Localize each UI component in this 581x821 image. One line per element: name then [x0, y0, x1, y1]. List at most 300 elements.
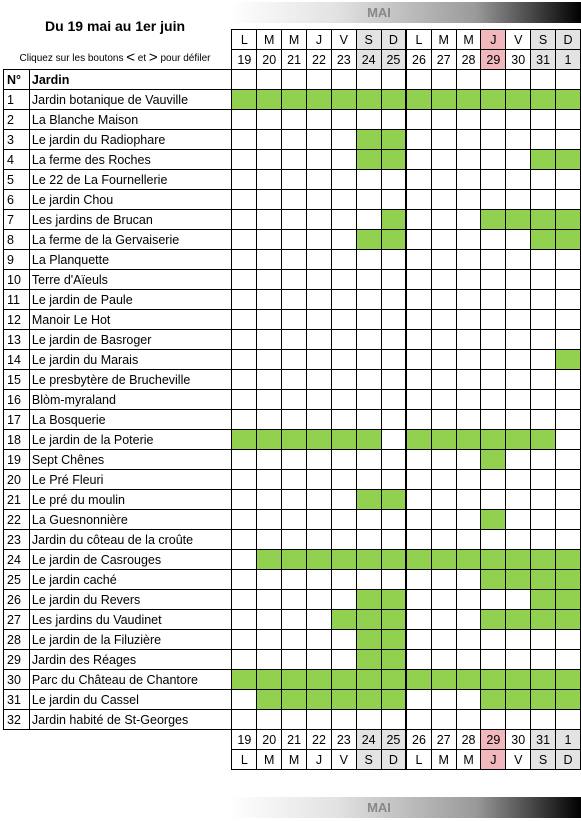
day-date-0: 19 [232, 50, 257, 70]
closed-day-cell [257, 210, 282, 230]
closed-day-cell [506, 130, 531, 150]
closed-day-cell [307, 510, 332, 530]
closed-day-cell [506, 350, 531, 370]
next-button[interactable]: > [148, 49, 158, 66]
garden-calendar-table [3, 29, 581, 770]
closed-day-cell [456, 590, 481, 610]
month-banner-top [229, 2, 581, 23]
closed-day-cell [282, 570, 307, 590]
table-row[interactable] [4, 650, 581, 670]
open-day-cell [381, 90, 406, 110]
closed-day-cell [331, 470, 356, 490]
closed-day-cell [431, 390, 456, 410]
closed-day-cell [381, 710, 406, 730]
closed-day-cell [406, 230, 431, 250]
closed-day-cell [257, 610, 282, 630]
open-day-cell [506, 430, 531, 450]
closed-day-cell [506, 370, 531, 390]
garden-number: 23 [4, 530, 30, 550]
closed-day-cell [381, 470, 406, 490]
closed-day-cell [456, 370, 481, 390]
closed-day-cell [431, 130, 456, 150]
closed-day-cell [506, 530, 531, 550]
table-row[interactable] [4, 510, 581, 530]
closed-day-cell [481, 630, 506, 650]
hint-text-1: Cliquez sur les boutons [19, 53, 127, 64]
closed-day-cell [406, 190, 431, 210]
closed-day-cell [307, 590, 332, 610]
day-date-8: 27 [431, 50, 456, 70]
closed-day-cell [531, 330, 556, 350]
table-row[interactable] [4, 410, 581, 430]
open-day-cell [282, 550, 307, 570]
day-letter-0: L [232, 750, 257, 770]
closed-day-cell [431, 610, 456, 630]
closed-day-cell [406, 610, 431, 630]
closed-day-cell [556, 650, 581, 670]
closed-day-cell [406, 650, 431, 670]
closed-day-cell [356, 510, 381, 530]
open-day-cell [381, 130, 406, 150]
table-row[interactable] [4, 370, 581, 390]
day-date-6: 25 [381, 730, 406, 750]
open-day-cell [431, 90, 456, 110]
closed-day-cell [431, 310, 456, 330]
open-day-cell [331, 550, 356, 570]
day-date-10: 29 [481, 50, 506, 70]
open-day-cell [556, 550, 581, 570]
date-row-bottom [4, 730, 581, 750]
closed-day-cell [406, 250, 431, 270]
closed-day-cell [356, 450, 381, 470]
header-day-cell [257, 70, 282, 90]
table-row[interactable] [4, 350, 581, 370]
day-date-2: 21 [282, 50, 307, 70]
closed-day-cell [456, 190, 481, 210]
table-row[interactable] [4, 230, 581, 250]
table-row[interactable] [4, 190, 581, 210]
closed-day-cell [307, 170, 332, 190]
table-row[interactable] [4, 450, 581, 470]
table-row[interactable] [4, 90, 581, 110]
column-header-row [4, 70, 581, 90]
column-header-num: N° [4, 70, 30, 90]
open-day-cell [531, 550, 556, 570]
closed-day-cell [232, 210, 257, 230]
closed-day-cell [331, 570, 356, 590]
day-date-8: 27 [431, 730, 456, 750]
closed-day-cell [331, 450, 356, 470]
day-letter-12: S [531, 30, 556, 50]
closed-day-cell [307, 630, 332, 650]
table-row[interactable] [4, 110, 581, 130]
table-row[interactable] [4, 530, 581, 550]
closed-day-cell [282, 530, 307, 550]
garden-name: Le 22 de La Fournellerie [29, 170, 232, 190]
open-day-cell [356, 230, 381, 250]
closed-day-cell [257, 230, 282, 250]
closed-day-cell [456, 490, 481, 510]
table-row[interactable] [4, 630, 581, 650]
closed-day-cell [406, 510, 431, 530]
closed-day-cell [356, 250, 381, 270]
garden-number: 11 [4, 290, 30, 310]
closed-day-cell [381, 510, 406, 530]
closed-day-cell [381, 410, 406, 430]
day-date-2: 21 [282, 730, 307, 750]
garden-name: Le jardin du Revers [29, 590, 232, 610]
open-day-cell [556, 150, 581, 170]
day-date-13: 1 [556, 50, 581, 70]
closed-day-cell [282, 630, 307, 650]
garden-number: 21 [4, 490, 30, 510]
garden-number: 28 [4, 630, 30, 650]
open-day-cell [531, 610, 556, 630]
closed-day-cell [356, 330, 381, 350]
closed-day-cell [406, 590, 431, 610]
garden-name: Sept Chênes [29, 450, 232, 470]
closed-day-cell [556, 270, 581, 290]
closed-day-cell [481, 530, 506, 550]
closed-day-cell [406, 210, 431, 230]
closed-day-cell [456, 570, 481, 590]
open-day-cell [282, 690, 307, 710]
garden-name: Blòm-myraland [29, 390, 232, 410]
closed-day-cell [257, 130, 282, 150]
day-date-7: 26 [406, 730, 431, 750]
open-day-cell [481, 550, 506, 570]
open-day-cell [356, 90, 381, 110]
closed-day-cell [257, 110, 282, 130]
table-row[interactable] [4, 170, 581, 190]
closed-day-cell [406, 530, 431, 550]
prev-button[interactable]: < [126, 49, 135, 66]
closed-day-cell [456, 450, 481, 470]
day-date-10: 29 [481, 730, 506, 750]
closed-day-cell [556, 110, 581, 130]
closed-day-cell [307, 310, 332, 330]
garden-number: 25 [4, 570, 30, 590]
garden-number: 16 [4, 390, 30, 410]
closed-day-cell [356, 710, 381, 730]
garden-number: 1 [4, 90, 30, 110]
closed-day-cell [331, 330, 356, 350]
closed-day-cell [531, 530, 556, 550]
column-header-name: Jardin [29, 70, 232, 90]
table-row[interactable] [4, 150, 581, 170]
garden-name: Le jardin de Paule [29, 290, 232, 310]
closed-day-cell [481, 150, 506, 170]
closed-day-cell [381, 390, 406, 410]
closed-day-cell [356, 210, 381, 230]
closed-day-cell [531, 170, 556, 190]
open-day-cell [331, 610, 356, 630]
closed-day-cell [307, 150, 332, 170]
open-day-cell [481, 90, 506, 110]
open-day-cell [506, 670, 531, 690]
garden-number: 19 [4, 450, 30, 470]
open-day-cell [531, 430, 556, 450]
closed-day-cell [331, 710, 356, 730]
header-day-cell [406, 70, 431, 90]
closed-day-cell [506, 230, 531, 250]
closed-day-cell [481, 190, 506, 210]
closed-day-cell [331, 110, 356, 130]
closed-day-cell [307, 130, 332, 150]
closed-day-cell [381, 370, 406, 390]
closed-day-cell [307, 210, 332, 230]
open-day-cell [506, 610, 531, 630]
open-day-cell [356, 630, 381, 650]
closed-day-cell [556, 250, 581, 270]
closed-day-cell [556, 190, 581, 210]
open-day-cell [356, 690, 381, 710]
garden-number: 18 [4, 430, 30, 450]
closed-day-cell [506, 630, 531, 650]
closed-day-cell [531, 630, 556, 650]
closed-day-cell [531, 270, 556, 290]
closed-day-cell [556, 130, 581, 150]
table-row[interactable] [4, 670, 581, 690]
table-row[interactable] [4, 330, 581, 350]
date-row-top-spacer [4, 50, 232, 70]
table-row[interactable] [4, 490, 581, 510]
closed-day-cell [232, 490, 257, 510]
closed-day-cell [481, 470, 506, 490]
garden-name: Le jardin du Radiophare [29, 130, 232, 150]
closed-day-cell [307, 610, 332, 630]
table-row[interactable] [4, 310, 581, 330]
closed-day-cell [356, 310, 381, 330]
day-letter-11: V [506, 30, 531, 50]
closed-day-cell [506, 170, 531, 190]
closed-day-cell [556, 450, 581, 470]
day-letter-13: D [556, 750, 581, 770]
table-row[interactable] [4, 550, 581, 570]
closed-day-cell [506, 310, 531, 330]
open-day-cell [282, 670, 307, 690]
closed-day-cell [431, 450, 456, 470]
date-row-bottom-spacer [4, 730, 232, 750]
closed-day-cell [431, 110, 456, 130]
garden-name: Parc du Château de Chantore [29, 670, 232, 690]
closed-day-cell [431, 690, 456, 710]
closed-day-cell [356, 390, 381, 410]
closed-day-cell [481, 170, 506, 190]
open-day-cell [307, 430, 332, 450]
garden-number: 3 [4, 130, 30, 150]
closed-day-cell [456, 130, 481, 150]
closed-day-cell [331, 390, 356, 410]
closed-day-cell [257, 450, 282, 470]
table-row[interactable] [4, 250, 581, 270]
closed-day-cell [531, 350, 556, 370]
closed-day-cell [456, 350, 481, 370]
closed-day-cell [232, 550, 257, 570]
closed-day-cell [506, 110, 531, 130]
garden-name: Le Pré Fleuri [29, 470, 232, 490]
closed-day-cell [307, 330, 332, 350]
closed-day-cell [232, 610, 257, 630]
closed-day-cell [406, 290, 431, 310]
open-day-cell [381, 610, 406, 630]
closed-day-cell [356, 290, 381, 310]
header-day-cell [381, 70, 406, 90]
table-row[interactable] [4, 130, 581, 150]
closed-day-cell [456, 290, 481, 310]
closed-day-cell [282, 650, 307, 670]
closed-day-cell [456, 530, 481, 550]
closed-day-cell [556, 370, 581, 390]
table-row[interactable] [4, 390, 581, 410]
header-day-cell [331, 70, 356, 90]
closed-day-cell [481, 650, 506, 670]
table-row[interactable] [4, 610, 581, 630]
closed-day-cell [331, 490, 356, 510]
closed-day-cell [331, 350, 356, 370]
closed-day-cell [431, 510, 456, 530]
closed-day-cell [456, 630, 481, 650]
open-day-cell [307, 550, 332, 570]
closed-day-cell [232, 630, 257, 650]
closed-day-cell [331, 150, 356, 170]
garden-name: Jardin du côteau de la croûte [29, 530, 232, 550]
garden-name: La ferme des Roches [29, 150, 232, 170]
table-row[interactable] [4, 270, 581, 290]
closed-day-cell [556, 410, 581, 430]
table-row[interactable] [4, 430, 581, 450]
closed-day-cell [431, 290, 456, 310]
closed-day-cell [481, 350, 506, 370]
closed-day-cell [257, 170, 282, 190]
closed-day-cell [331, 190, 356, 210]
closed-day-cell [431, 330, 456, 350]
closed-day-cell [506, 250, 531, 270]
closed-day-cell [331, 530, 356, 550]
day-letter-10: J [481, 30, 506, 50]
weekday-row-bottom [4, 750, 581, 770]
open-day-cell [232, 430, 257, 450]
open-day-cell [456, 90, 481, 110]
closed-day-cell [282, 110, 307, 130]
closed-day-cell [481, 370, 506, 390]
open-day-cell [381, 590, 406, 610]
open-day-cell [556, 230, 581, 250]
closed-day-cell [481, 290, 506, 310]
closed-day-cell [406, 130, 431, 150]
open-day-cell [257, 90, 282, 110]
garden-name: Le pré du moulin [29, 490, 232, 510]
closed-day-cell [282, 470, 307, 490]
open-day-cell [381, 630, 406, 650]
open-day-cell [556, 350, 581, 370]
garden-name: Jardin habité de St-Georges [29, 710, 232, 730]
closed-day-cell [257, 270, 282, 290]
table-row[interactable] [4, 570, 581, 590]
closed-day-cell [431, 190, 456, 210]
closed-day-cell [456, 650, 481, 670]
open-day-cell [431, 550, 456, 570]
open-day-cell [307, 90, 332, 110]
garden-name: La Planquette [29, 250, 232, 270]
closed-day-cell [257, 390, 282, 410]
closed-day-cell [331, 210, 356, 230]
closed-day-cell [381, 270, 406, 290]
table-row[interactable] [4, 470, 581, 490]
date-row-top [4, 50, 581, 70]
closed-day-cell [282, 390, 307, 410]
day-date-11: 30 [506, 730, 531, 750]
closed-day-cell [232, 570, 257, 590]
open-day-cell [232, 670, 257, 690]
closed-day-cell [481, 250, 506, 270]
day-date-1: 20 [257, 730, 282, 750]
table-row[interactable] [4, 290, 581, 310]
closed-day-cell [406, 370, 431, 390]
closed-day-cell [356, 270, 381, 290]
closed-day-cell [431, 370, 456, 390]
day-letter-10: J [481, 750, 506, 770]
closed-day-cell [406, 110, 431, 130]
open-day-cell [356, 150, 381, 170]
day-date-13: 1 [556, 730, 581, 750]
closed-day-cell [406, 390, 431, 410]
closed-day-cell [331, 270, 356, 290]
closed-day-cell [456, 690, 481, 710]
closed-day-cell [331, 370, 356, 390]
closed-day-cell [307, 490, 332, 510]
day-date-12: 31 [531, 730, 556, 750]
open-day-cell [381, 490, 406, 510]
closed-day-cell [282, 510, 307, 530]
open-day-cell [456, 670, 481, 690]
closed-day-cell [282, 350, 307, 370]
garden-number: 5 [4, 170, 30, 190]
closed-day-cell [381, 290, 406, 310]
closed-day-cell [556, 390, 581, 410]
open-day-cell [356, 590, 381, 610]
closed-day-cell [331, 590, 356, 610]
table-row[interactable] [4, 710, 581, 730]
open-day-cell [556, 610, 581, 630]
closed-day-cell [331, 630, 356, 650]
closed-day-cell [356, 170, 381, 190]
open-day-cell [406, 670, 431, 690]
day-date-11: 30 [506, 50, 531, 70]
closed-day-cell [531, 290, 556, 310]
open-day-cell [406, 550, 431, 570]
day-letter-1: M [257, 30, 282, 50]
table-row[interactable] [4, 690, 581, 710]
closed-day-cell [232, 350, 257, 370]
table-row[interactable] [4, 590, 581, 610]
closed-day-cell [257, 370, 282, 390]
closed-day-cell [282, 490, 307, 510]
closed-day-cell [531, 470, 556, 490]
closed-day-cell [406, 690, 431, 710]
closed-day-cell [356, 350, 381, 370]
closed-day-cell [356, 570, 381, 590]
closed-day-cell [331, 230, 356, 250]
closed-day-cell [406, 710, 431, 730]
closed-day-cell [506, 150, 531, 170]
table-row[interactable] [4, 210, 581, 230]
closed-day-cell [257, 490, 282, 510]
closed-day-cell [381, 250, 406, 270]
day-letter-7: L [406, 30, 431, 50]
closed-day-cell [481, 230, 506, 250]
day-date-5: 24 [356, 50, 381, 70]
